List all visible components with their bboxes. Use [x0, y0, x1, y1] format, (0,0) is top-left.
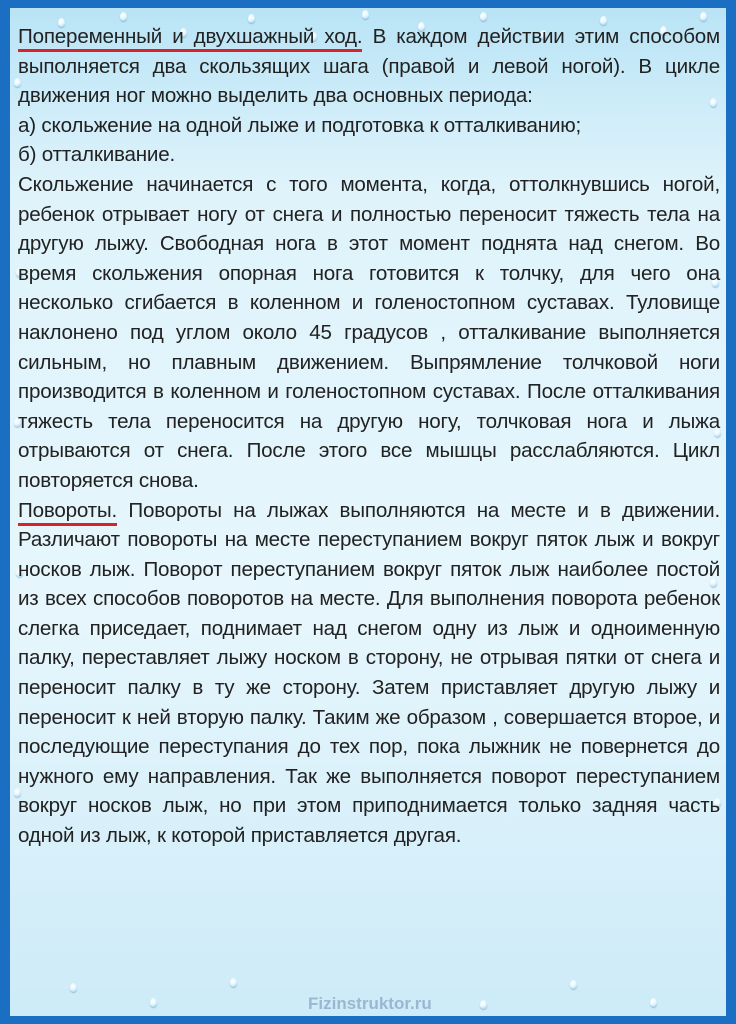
list-item: б) отталкивание. — [18, 143, 176, 167]
list-item: а) скольжение на одной лыже и подготовка к отталкиванию; — [18, 113, 582, 137]
section-lead: Повороты на лыжах выполняются на месте и в движении. Различают повороты на месте переступанием вокруг пяток лыж и вокруг носков лыж. Поворот переступанием вокруг пяток лыж наиболее постой из всех способов поворотов на месте. Для выполнения поворота ребенок слегка приседает, поднимает над снегом одну из лыж и одноименную палку, переставляет лыжу носком в сторону, не отрывая пятки от снега и переносит палку в ту же сторону. Затем приставляет другую лыжу и переносит к ней вторую палку. Таким же образом , совершается второе, и последующие переступания до тех пор, пока лыжник не повернется до нужного ему направления. Так же выполняется поворот переступанием вокруг носков лыж, но при этом приподнимается только задняя часть одной из лыж, к которой приставляется другая. — [18, 498, 720, 848]
section-2-intro — [18, 496, 720, 851]
article-text — [18, 22, 720, 851]
section-lead: В каждом действии этим способом выполняется два скользящих шага (правой и левой ногой). В цикле движения ног можно выделить два основных периода: — [18, 25, 720, 108]
section-body: Скольжение начинается с того момента, когда, оттолкнувшись ногой, ребенок отрывает ногу от снега и полностью переносит тяжесть тела на другую лыжу. Свободная нога в этот момент поднята над снегом. Во время скольжения опорная нога готовится к толчку, для чего она несколько сгибается в коленном и голеностопном суставах. Туловище наклонено под углом около 45 градусов , отталкивание выполняется сильным, но плавным движением. Выпрямление толчковой ноги производится в коленном и голеностопном суставах. После отталкивания тяжесть тела переносится на другую ногу, толчковая нога и лыжа отрываются от снега. После этого все мышцы расслабляются. Цикл повторяется снова. — [18, 172, 720, 492]
site-watermark: Fizinstruktor.ru — [308, 994, 432, 1013]
content-panel — [10, 8, 726, 1016]
section-1-intro — [18, 22, 720, 111]
section-heading: Попеременный и двухшажный ход. — [18, 25, 362, 52]
section-heading: Повороты. — [18, 499, 117, 526]
